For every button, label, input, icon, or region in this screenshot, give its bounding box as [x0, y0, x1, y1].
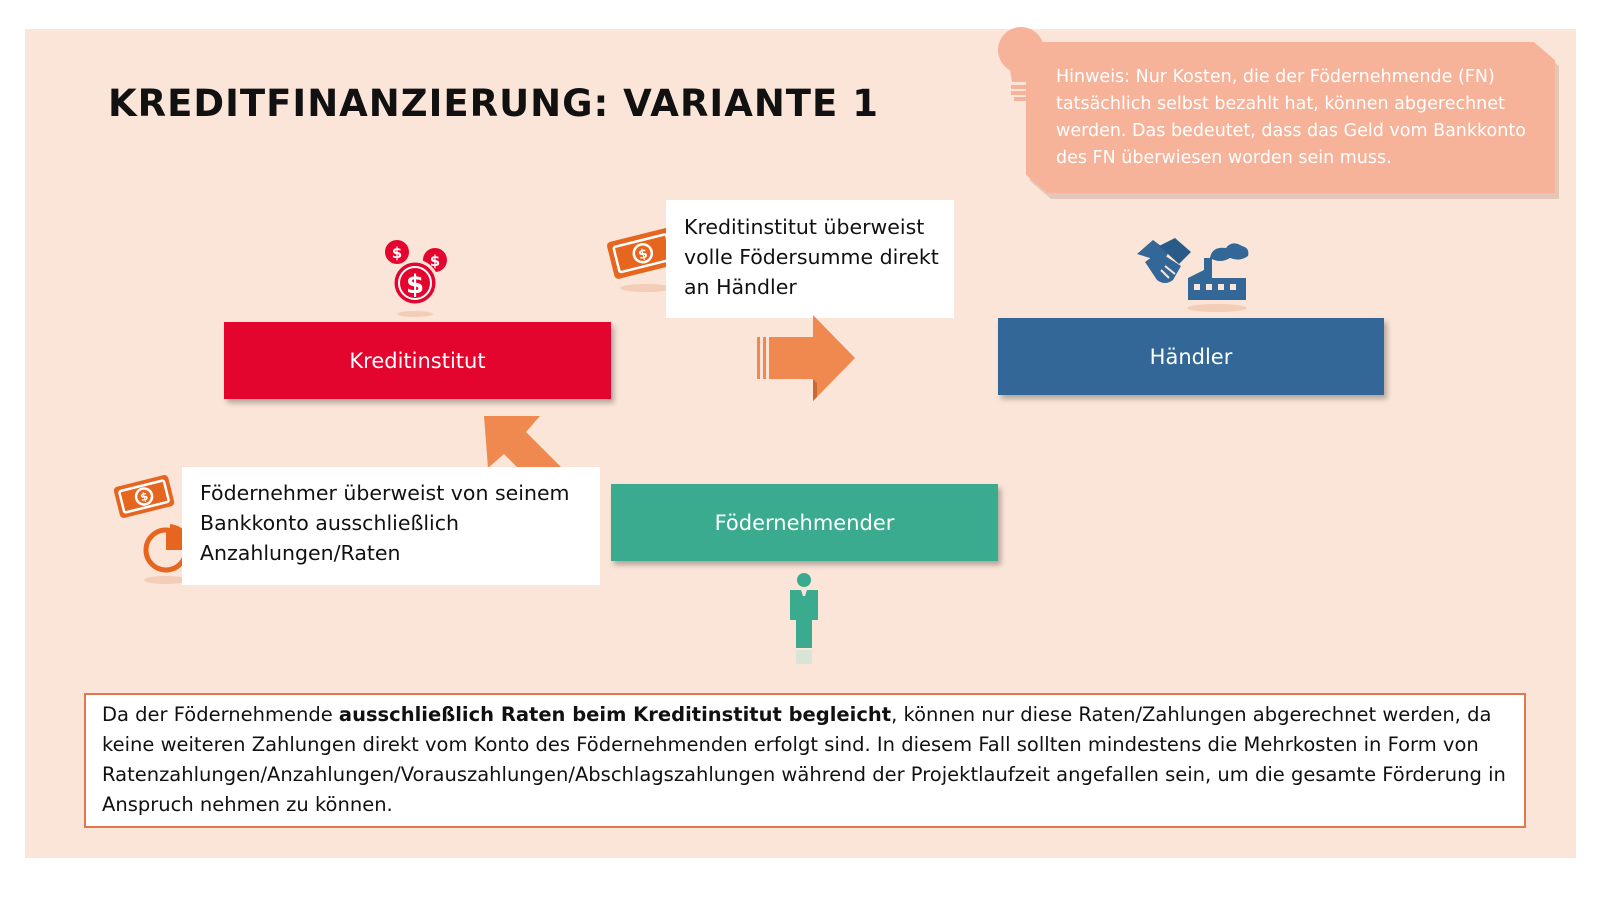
- person-icon: [786, 572, 822, 668]
- svg-text:$: $: [405, 270, 425, 300]
- node-haendler: Händler: [998, 318, 1384, 395]
- coins-icon: [383, 238, 453, 318]
- note-text-bold: ausschließlich Raten beim Kreditinstitut begleicht: [338, 703, 892, 726]
- svg-text:$: $: [391, 244, 403, 262]
- note-text-part2: , können nur diese Raten/Zahlungen abgerechnet werden, da keine weiteren Zahlungen direkt vom Konto des Födernehmenden erfolgt sind. In diesem Fall sollten mindestens die Mehrkosten in Form von Ratenzahlungen/Anzahlungen/Vorauszahlungen/Abschlagszahlungen während der Projektlaufzeit angefallen sein, um die gesamte Förderung in Anspruch nehmen zu können.: [102, 703, 1506, 816]
- hint-text: Hinweis: Nur Kosten, die der Födernehmende (FN) tatsächlich selbst bezahlt hat, können abgerechnet werden. Das bedeutet, dass das Geld vom Bankkonto des FN überwiesen worden sein muss.: [1056, 67, 1526, 168]
- svg-text:$: $: [138, 489, 150, 505]
- arrow-right-icon: [757, 315, 857, 405]
- page-title: KREDITFINANZIERUNG: VARIANTE 1: [108, 82, 879, 125]
- callout-bank-transfer-text: Kreditinstitut überweist volle Födersumme direkt an Händler: [684, 212, 944, 302]
- svg-text:$: $: [429, 252, 441, 270]
- factory-icon: [1184, 240, 1254, 314]
- callout-recipient-transfer-text: Födernehmer überweist von seinem Bankkonto ausschließlich Anzahlungen/Raten: [200, 478, 590, 568]
- node-kreditinstitut: Kreditinstitut: [224, 322, 611, 399]
- svg-text:$: $: [636, 246, 650, 264]
- note-text-part1: Da der Födernehmende: [102, 703, 339, 726]
- node-foerdernehmender: Födernehmender: [611, 484, 998, 561]
- lightbulb-icon: [995, 24, 1047, 104]
- note-text: [102, 700, 1512, 820]
